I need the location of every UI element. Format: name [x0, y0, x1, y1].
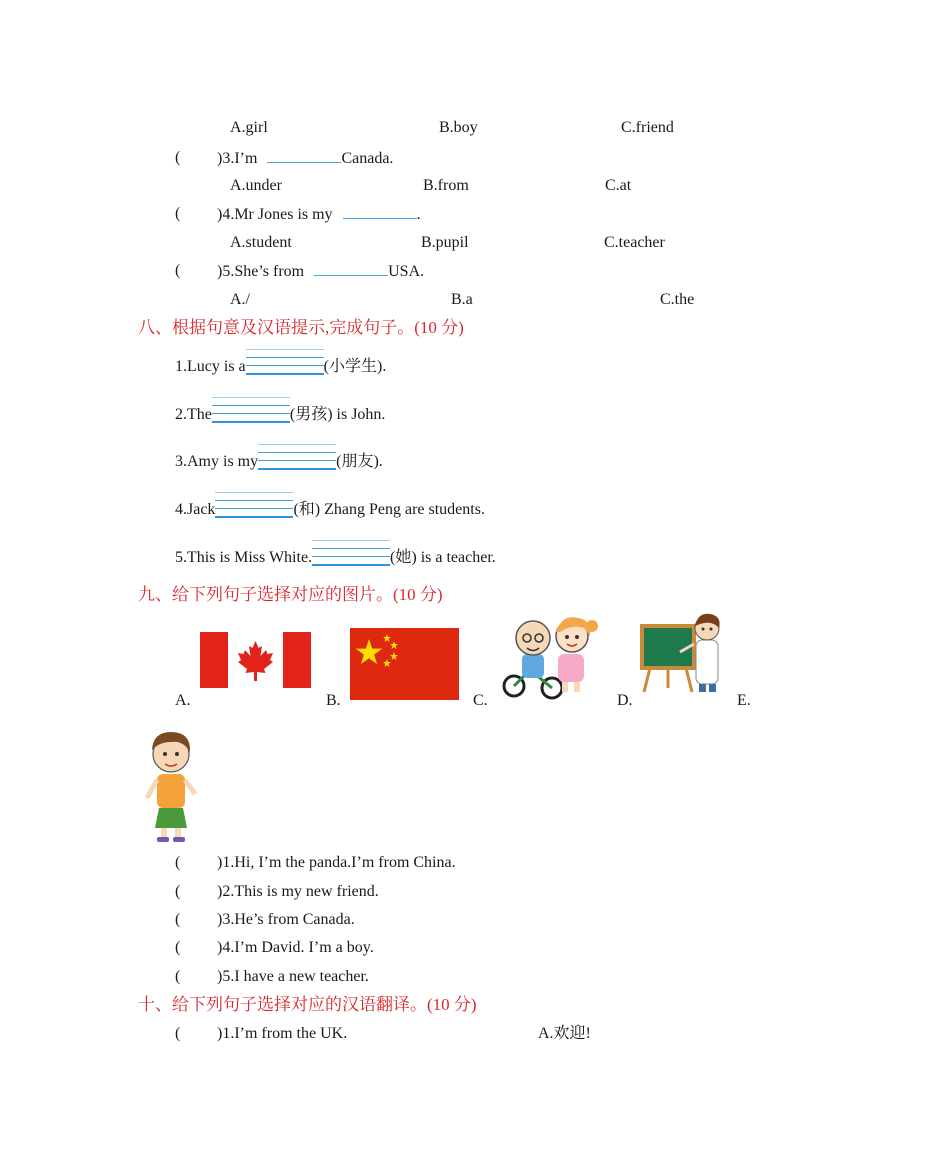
q7-3-text: )3.I’m [217, 150, 258, 167]
s9-item-5: )5.I have a new teacher. [217, 968, 369, 985]
option-c-friend: C.friend [621, 119, 674, 136]
s8-5-writing-lines[interactable] [312, 544, 390, 562]
q7-4-text: )4.Mr Jones is my [217, 206, 333, 223]
option-b-pupil: B.pupil [421, 234, 469, 251]
s10-q1: )1.I’m from the UK. [217, 1025, 348, 1042]
s8-1-after: (小学生). [323, 358, 387, 375]
s9-item-4-paren: ( [175, 939, 181, 956]
q7-4-line [217, 204, 421, 225]
picture-label-c: C. [473, 692, 488, 709]
q7-3-paren: ( [175, 149, 181, 166]
option-c-at: C.at [605, 177, 632, 194]
q7-5-text: )5.She’s from [217, 263, 305, 280]
s10-q1-paren: ( [175, 1025, 181, 1042]
q7-5-blank[interactable] [314, 261, 388, 276]
s8-4-writing-lines[interactable] [215, 496, 293, 514]
picture-label-a: A. [175, 692, 191, 709]
canada-flag-image [200, 632, 311, 688]
boy-image [143, 728, 203, 844]
q7-5-paren: ( [175, 262, 181, 279]
s9-item-3-paren: ( [175, 911, 181, 928]
s8-2-writing-lines[interactable] [212, 401, 290, 419]
q7-5-after: USA. [388, 263, 425, 280]
s9-item-1-paren: ( [175, 854, 181, 871]
s9-item-5-paren: ( [175, 968, 181, 985]
q7-3-after: Canada. [341, 150, 394, 167]
q7-5-line [217, 261, 424, 282]
option-a-under: A.under [230, 177, 282, 194]
teacher-image [640, 608, 722, 694]
s8-sentence-1 [175, 353, 386, 377]
s8-1-writing-lines[interactable] [246, 353, 324, 371]
option-a-student: A.student [230, 234, 292, 251]
s8-sentence-3 [175, 448, 383, 472]
option-a-none: A./ [230, 291, 250, 308]
q7-4-paren: ( [175, 205, 181, 222]
option-c-teacher: C.teacher [604, 234, 665, 251]
friends-image [500, 610, 604, 702]
picture-label-b: B. [326, 692, 341, 709]
s9-item-2: )2.This is my new friend. [217, 883, 379, 900]
s8-4-after: (和) Zhang Peng are students. [293, 501, 485, 518]
section-8-title: 八、根据句意及汉语提示,完成句子。(10 分) [138, 318, 464, 337]
q7-4-after: . [416, 206, 421, 223]
s8-2-after: (男孩) is John. [289, 406, 386, 423]
option-b-from: B.from [423, 177, 469, 194]
s9-item-3: )3.He’s from Canada. [217, 911, 355, 928]
s9-item-1: )1.Hi, I’m the panda.I’m from China. [217, 854, 456, 871]
s8-5-before: 5.This is Miss White. [175, 549, 313, 566]
q7-4-blank[interactable] [343, 204, 417, 219]
s8-sentence-5 [175, 544, 496, 568]
picture-label-e: E. [737, 692, 751, 709]
s9-item-2-paren: ( [175, 883, 181, 900]
option-b-a: B.a [451, 291, 473, 308]
picture-label-d: D. [617, 692, 633, 709]
s9-item-4: )4.I’m David. I’m a boy. [217, 939, 374, 956]
s8-1-before: 1.Lucy is a [175, 358, 246, 375]
option-a-girl: A.girl [230, 119, 268, 136]
section-9-title: 九、给下列句子选择对应的图片。(10 分) [138, 585, 443, 604]
s8-3-writing-lines[interactable] [258, 448, 336, 466]
option-c-the: C.the [660, 291, 695, 308]
s8-3-before: 3.Amy is my [175, 453, 259, 470]
s8-5-after: (她) is a teacher. [390, 549, 496, 566]
section-10-title: 十、给下列句子选择对应的汉语翻译。(10 分) [138, 995, 477, 1014]
option-b-boy: B.boy [439, 119, 478, 136]
q7-3-blank[interactable] [267, 148, 341, 163]
s8-sentence-4 [175, 496, 485, 520]
s8-sentence-2 [175, 401, 385, 425]
s8-3-after: (朋友). [336, 453, 383, 470]
s8-2-before: 2.The [175, 406, 212, 423]
china-flag-image [350, 628, 459, 700]
s10-option-a: A.欢迎! [538, 1025, 591, 1042]
s8-4-before: 4.Jack [175, 501, 216, 518]
q7-3-line [217, 148, 393, 169]
